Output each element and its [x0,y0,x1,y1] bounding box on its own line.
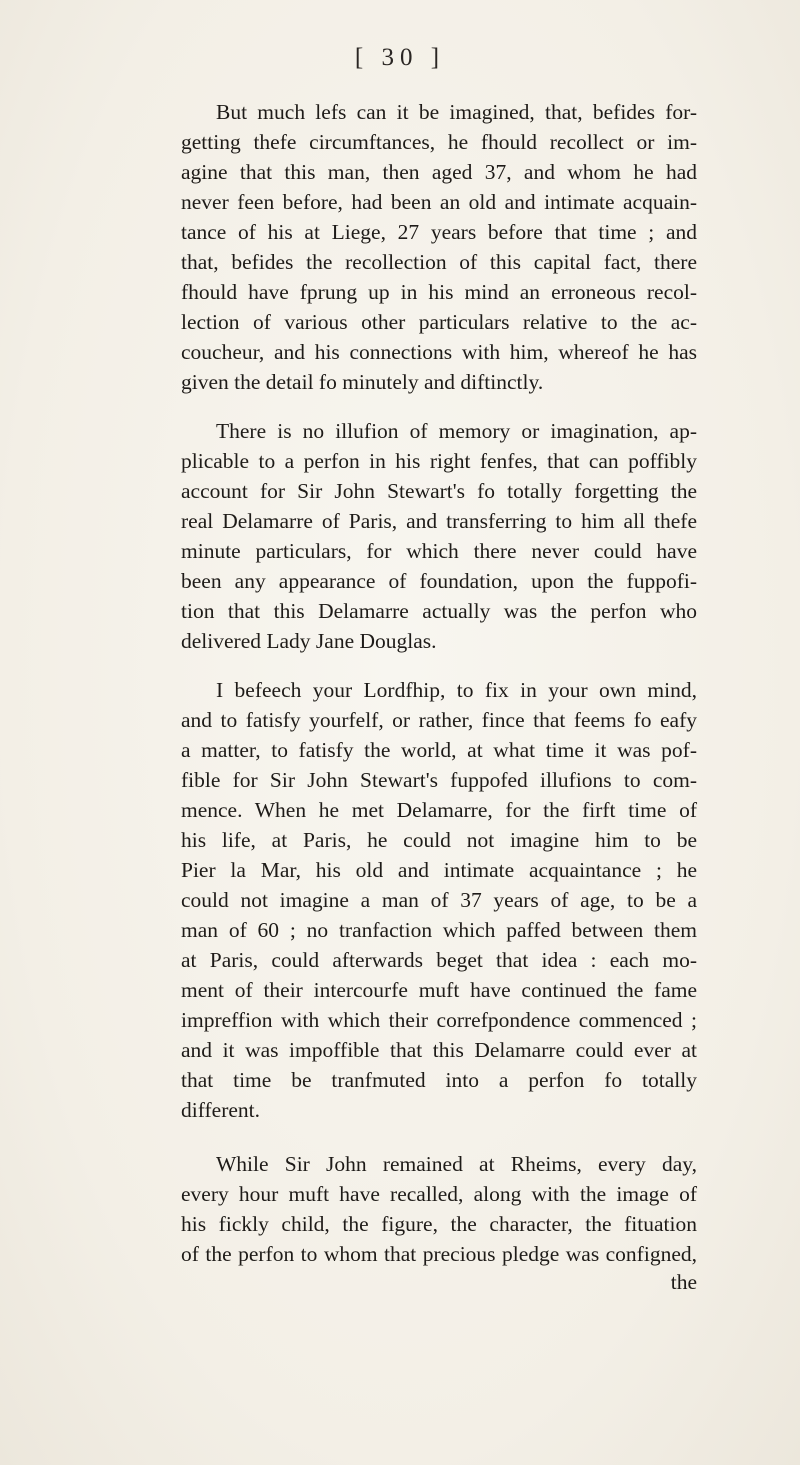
text-line: mence. When he met Delamarre, for the firft time of [181,798,697,822]
text-line: every hour muft have recalled, along with the image of [181,1182,697,1206]
text-line: lection of various other particulars relative to the ac- [181,310,697,334]
text-line: tion that this Delamarre actually was the perfon who [181,599,697,623]
text-line: never feen before, had been an old and intimate acquain- [181,190,697,214]
text-line: plicable to a perfon in his right fenfes, that can poffibly [181,449,697,473]
text-line: been any appearance of foundation, upon the fuppofi- [181,569,697,593]
text-line: his fickly child, the figure, the character, the fituation [181,1212,697,1236]
text-line: at Paris, could afterwards beget that idea : each mo- [181,948,697,972]
text-line: fhould have fprung up in his mind an erroneous recol- [181,280,697,304]
text-line: While Sir John remained at Rheims, every day, [216,1152,697,1176]
text-line: could not imagine a man of 37 years of age, to be a [181,888,697,912]
text-line: of the perfon to whom that precious pledge was configned, [181,1242,697,1266]
text-line: that, befides the recollection of this capital fact, there [181,250,697,274]
text-line: delivered Lady Jane Douglas. [181,629,437,653]
text-line: real Delamarre of Paris, and transferring to him all thefe [181,509,697,533]
text-line: I befeech your Lordfhip, to fix in your own mind, [216,678,697,702]
text-line: account for Sir John Stewart's fo totally forgetting the [181,479,697,503]
text-line: Pier la Mar, his old and intimate acquaintance ; he [181,858,697,882]
text-line: tance of his at Liege, 27 years before that time ; and [181,220,697,244]
text-line: But much lefs can it be imagined, that, befides for- [216,100,697,124]
text-line: that time be tranfmuted into a perfon fo totally [181,1068,697,1092]
text-line: minute particulars, for which there never could have [181,539,697,563]
page-number: [ 30 ] [354,44,446,71]
text-line: and it was impoffible that this Delamarre could ever at [181,1038,697,1062]
text-line: fible for Sir John Stewart's fuppofed illufions to com- [181,768,697,792]
text-line: a matter, to fatisfy the world, at what time it was pof- [181,738,697,762]
text-line: ment of their intercourfe muft have continued the fame [181,978,697,1002]
text-line: different. [181,1098,260,1122]
text-line: impreffion with which their correfpondence commenced ; [181,1008,697,1032]
text-line: There is no illufion of memory or imagination, ap- [216,419,697,443]
text-line: and to fatisfy yourfelf, or rather, fince that feems fo eafy [181,708,697,732]
text-line: given the detail fo minutely and diftinctly. [181,370,544,394]
text-line: agine that this man, then aged 37, and whom he had [181,160,697,184]
text-line: his life, at Paris, he could not imagine him to be [181,828,697,852]
catchword: the [670,1270,697,1294]
text-line: coucheur, and his connections with him, whereof he has [181,340,697,364]
text-line: man of 60 ; no tranfaction which paffed between them [181,918,697,942]
text-line: getting thefe circumftances, he fhould recollect or im- [181,130,697,154]
